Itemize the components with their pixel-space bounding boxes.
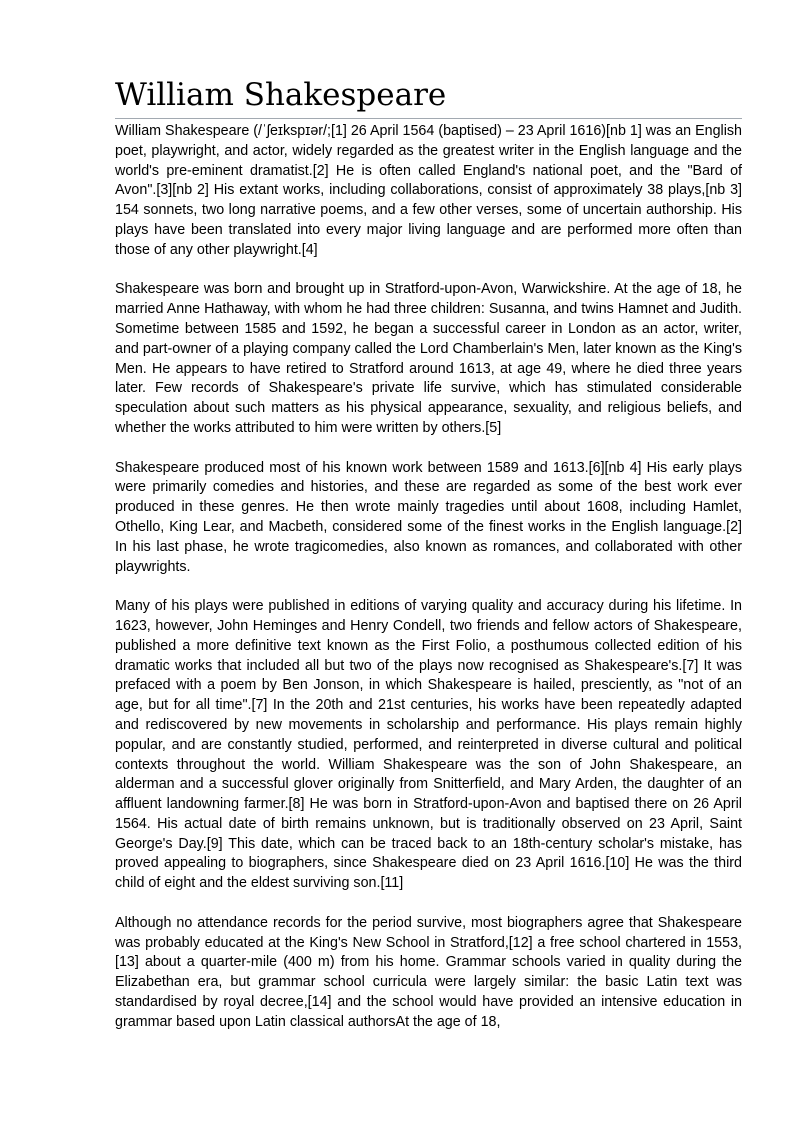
article: [115, 76, 742, 1052]
paragraph-early-life: Shakespeare was born and brought up in Stratford-upon-Avon, Warwickshire. At the age of 18, he married Anne Hathaway, with whom he had three children: Susanna, and twins Hamnet and Judith. Sometime between 1585 and 1592, he began a successful career in London as an actor, writer, and part-owner of a playing company called the Lord Chamberlain's Men, later known as the King's Men. He appears to have retired to Stratford around 1613, at age 49, where he died three years later. Few records of Shakespeare's private life survive, which has stimulated considerable speculation about such matters as his physical appearance, sexuality, and religious beliefs, and whether the works attributed to him were written by others.[5]: [115, 281, 742, 436]
page-title: William Shakespeare: [115, 76, 742, 119]
paragraph-works: Shakespeare produced most of his known work between 1589 and 1613.[6][nb 4] His early plays were primarily comedies and histories, and these are regarded as some of the best work ever produced in these genres. He then wrote mainly tragedies until about 1608, including Hamlet, Othello, King Lear, and Macbeth, considered some of the finest works in the English language.[2] In his last phase, he wrote tragicomedies, also known as romances, and collaborated with other playwrights.: [115, 459, 742, 575]
paragraph-education: Although no attendance records for the period survive, most biographers agree that Shakespeare was probably educated at the King's New School in Stratford,[12] a free school chartered in 1553,[13] about a quarter-mile (400 m) from his home. Grammar schools varied in quality during the Elizabethan era, but grammar school curricula were largely similar: the basic Latin text was standardised by royal decree,[14] and the school would have provided an intensive education in grammar based upon Latin classical authorsAt the age of 18,: [115, 914, 742, 1030]
paragraph-intro: William Shakespeare (/ˈʃeɪkspɪər/;[1] 26 April 1564 (baptised) – 23 April 1616)[nb 1] was an English poet, playwright, and actor, widely regarded as the greatest writer in the English language and the world's pre-eminent dramatist.[2] He is often called England's national poet, and the "Bard of Avon".[3][nb 2] His extant works, including collaborations, consist of approximately 38 plays,[nb 3] 154 sonnets, two long narrative poems, and a few other verses, some of uncertain authorship. His plays have been translated into every major living language and are performed more often than those of any other playwright.[4]: [115, 123, 742, 258]
paragraph-publication: Many of his plays were published in editions of varying quality and accuracy during his lifetime. In 1623, however, John Heminges and Henry Condell, two friends and fellow actors of Shakespeare, published a more definitive text known as the First Folio, a posthumous collected edition of his dramatic works that included all but two of the plays now recognised as Shakespeare's.[7] It was prefaced with a poem by Ben Jonson, in which Shakespeare is hailed, presciently, as "not of an age, but for all time".[7] In the 20th and 21st centuries, his works have been repeatedly adapted and rediscovered by new movements in scholarship and performance. His plays remain highly popular, and are constantly studied, performed, and reinterpreted in diverse cultural and political contexts throughout the world. William Shakespeare was the son of John Shakespeare, an alderman and a successful glover originally from Snitterfield, and Mary Arden, the daughter of an affluent landowning farmer.[8] He was born in Stratford-upon-Avon and baptised there on 26 April 1564. His actual date of birth remains unknown, but is traditionally observed on 23 April, Saint George's Day.[9] This date, which can be traced back to an 18th-century scholar's mistake, has proved appealing to biographers, since Shakespeare died on 23 April 1616.[10] He was the third child of eight and the eldest surviving son.[11]: [115, 598, 742, 892]
